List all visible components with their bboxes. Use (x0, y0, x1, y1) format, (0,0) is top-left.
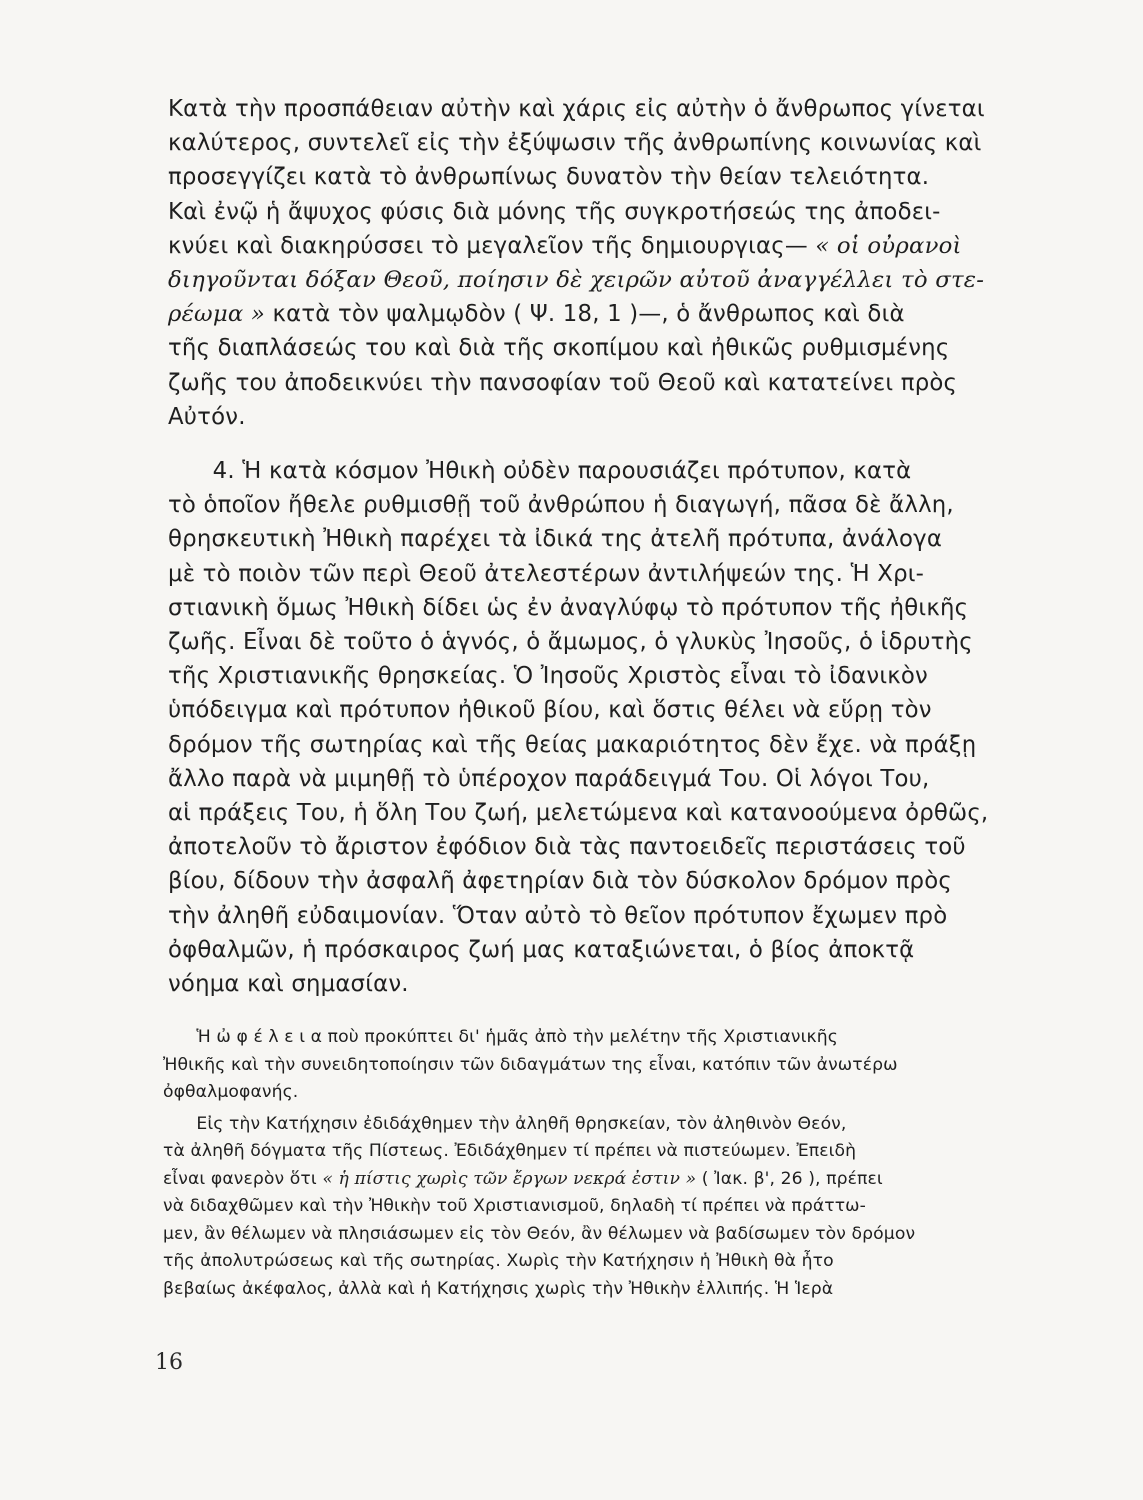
text-segment: ζωῆς. Εἶναι δὲ τοῦτο ὁ ἁγνός, ὁ ἄμωμος, ὁ γλυκὺς Ἰησοῦς, ὁ ἱδρυτὴς (168, 629, 973, 656)
text-segment: τῆς Χριστιανικῆς θρησκείας. Ὁ Ἰησοῦς Χριστὸς εἶναι τὸ ἰδανικὸν (168, 663, 928, 690)
text-segment: Κατὰ τὴν προσπάθειαν αὐτὴν καὶ χάρις εἰς αὐτὴν ὁ ἄνθρωπος γίνεται (168, 96, 985, 122)
text-line (168, 796, 1008, 830)
text-segment: τὴν ἀληθῆ εὐδαιμονίαν. Ὅταν αὐτὸ τὸ θεῖον πρότυπον ἔχωμεν πρὸ (168, 902, 948, 929)
text-segment: μεν, ἂν θέλωμεν νὰ πλησιάσωμεν εἰς τὸν Θεόν, ἂν θέλωμεν νὰ βαδίσωμεν τὸν δρόμον (163, 1223, 916, 1244)
text-line (163, 1052, 1015, 1080)
text-line (163, 1276, 1015, 1304)
text-line (168, 659, 1008, 693)
text-line (168, 864, 1008, 898)
text-segment: κνύει καὶ διακηρύσσει τὸ μεγαλεῖον τῆς δημιουργιας— (168, 232, 816, 259)
italic-quote-segment: « οἱ οὐρανοὶ (815, 232, 962, 259)
text-line (168, 331, 1008, 365)
text-segment: προσεγγίζει κατὰ τὸ ἀνθρωπίνως δυνατὸν τὴν θείαν τελειότητα. (168, 164, 930, 191)
text-segment: ὀφθαλμοφανής. (163, 1082, 299, 1102)
text-line (168, 830, 1008, 864)
text-segment: βεβαίως ἀκέφαλος, ἀλλὰ καὶ ἡ Κατήχησις χωρὶς τὴν Ἠθικὴν ἐλλιπής. Ἡ Ἱερὰ (163, 1278, 834, 1299)
text-segment: εἶναι φανερὸν ὅτι (163, 1168, 323, 1189)
text-segment: τὰ ἀληθῆ δόγματα τῆς Πίστεως. Ἐδιδάχθημεν τί πρέπει νὰ πιστεύωμεν. Ἐπειδὴ (163, 1141, 857, 1161)
text-segment: μὲ τὸ ποιὸν τῶν περὶ Θεοῦ ἀτελεστέρων ἀντιλήψεών της. Ἡ Χρι- (168, 560, 925, 587)
small-print-text (163, 1024, 1015, 1303)
text-segment: ( Ἰακ. β', 26 ), πρέπει (696, 1168, 883, 1189)
text-line (168, 366, 1008, 400)
text-line (163, 1166, 1015, 1194)
text-segment: ὀφθαλμῶν, ἡ πρόσκαιρος ζωή μας καταξιώνεται, ὁ βίος ἀποκτᾷ (168, 936, 915, 963)
text-line (163, 1193, 1015, 1221)
text-line (168, 160, 1008, 194)
text-line (168, 522, 1008, 556)
text-segment: Εἰς τὴν Κατήχησιν ἐδιδάχθημεν τὴν ἀληθῆ θρησκείαν, τὸν ἀληθινὸν Θεόν, (163, 1113, 847, 1134)
italic-quote-segment: ρέωμα » (168, 301, 266, 328)
text-line (168, 400, 1008, 434)
text-segment: νόημα καὶ σημασίαν. (168, 971, 409, 998)
text-line (168, 967, 1008, 1001)
text-line (163, 1221, 1015, 1249)
text-line (168, 454, 1008, 488)
text-segment: τῆς ἀπολυτρώσεως καὶ τῆς σωτηρίας. Χωρὶς τὴν Κατήχησιν ἡ Ἠθικὴ θὰ ἦτο (163, 1251, 834, 1271)
text-line (168, 591, 1008, 625)
text-line (168, 195, 1008, 229)
text-line (168, 126, 1008, 160)
text-line (163, 1138, 1015, 1166)
main-body-text (168, 92, 1008, 1001)
text-line (163, 1024, 1015, 1052)
text-segment: βίου, δίδουν τὴν ἀσφαλῆ ἀφετηρίαν διὰ τὸν δύσκολον δρόμον πρὸς (168, 868, 952, 895)
text-segment: θρησκευτικὴ Ἠθικὴ παρέχει τὰ ἰδικά της ἀτελῆ πρότυπα, ἀνάλογα (168, 526, 943, 553)
text-segment: στιανικὴ ὅμως Ἠθικὴ δίδει ὡς ἐν ἀναγλύφῳ τὸ πρότυπον τῆς ἠθικῆς (168, 594, 969, 621)
text-line (168, 229, 1008, 263)
text-line (168, 92, 1008, 126)
text-line (168, 557, 1008, 591)
page-number: 16 (155, 1350, 183, 1375)
text-line (168, 762, 1008, 796)
text-segment: ἄλλο παρὰ νὰ μιμηθῇ τὸ ὑπέροχον παράδειγμά Του. Οἱ λόγοι Του, (168, 765, 930, 792)
paragraph-gap (168, 434, 1008, 454)
text-segment: τῆς διαπλάσεώς του καὶ διὰ τῆς σκοπίμου καὶ ἠθικῶς ρυθμισμένης (168, 335, 950, 362)
text-line (168, 933, 1008, 967)
text-line (163, 1079, 1015, 1107)
text-line (163, 1111, 1015, 1139)
text-segment: Ἠθικῆς καὶ τὴν συνειδητοποίησιν τῶν διδαγμάτων της εἶναι, κατόπιν τῶν ἀνωτέρω (163, 1054, 898, 1075)
text-line (168, 625, 1008, 659)
text-line (168, 899, 1008, 933)
text-segment: κατὰ τὸν ψαλμῳδὸν ( Ψ. 18, 1 )—, ὁ ἄνθρωπος καὶ διὰ (265, 301, 905, 328)
text-segment: νὰ διδαχθῶμεν καὶ τὴν Ἠθικὴν τοῦ Χριστιανισμοῦ, δηλαδὴ τί πρέπει νὰ πράττω- (163, 1196, 866, 1216)
text-line (168, 693, 1008, 727)
text-segment: ἀποτελοῦν τὸ ἄριστον ἐφόδιον διὰ τὰς παντοειδεῖς περιστάσεις τοῦ (168, 834, 966, 861)
text-segment: καλύτερος, συντελεῖ εἰς τὴν ἐξύψωσιν τῆς ἀνθρωπίνης κοινωνίας καὶ (168, 130, 982, 157)
text-segment: ὑπόδειγμα καὶ πρότυπον ἠθικοῦ βίου, καὶ ὅστις θέλει νὰ εὕρῃ τὸν (168, 697, 932, 724)
italic-quote-segment: « ἡ πίστις χωρὶς τῶν ἔργων νεκρά ἐστιν » (322, 1168, 697, 1189)
text-segment: τὸ ὁποῖον ἤθελε ρυθμισθῇ τοῦ ἀνθρώπου ἡ διαγωγή, πᾶσα δὲ ἄλλη, (168, 492, 954, 519)
text-line (168, 297, 1008, 331)
text-segment: 4. Ἡ κατὰ κόσμον Ἠθικὴ οὐδὲν παρουσιάζει πρότυπον, κατὰ (168, 458, 912, 485)
italic-quote-segment: διηγοῦνται δόξαν Θεοῦ, ποίησιν δὲ χειρῶν αὐτοῦ ἀναγγέλλει τὸ στε- (168, 267, 985, 294)
text-line (163, 1248, 1015, 1276)
text-segment: Αὐτόν. (168, 403, 246, 430)
text-segment: αἱ πράξεις Του, ἡ ὅλη Του ζωή, μελετώμενα καὶ κατανοούμενα ὀρθῶς, (168, 800, 989, 827)
text-line (168, 488, 1008, 522)
text-segment: ζωῆς του ἀποδεικνύει τὴν πανσοφίαν τοῦ Θεοῦ καὶ κατατείνει πρὸς (168, 369, 958, 396)
text-segment: δρόμον τῆς σωτηρίας καὶ τῆς θείας μακαριότητος δὲν ἔχε. νὰ πράξῃ (168, 731, 977, 758)
text-segment: Καὶ ἐνῷ ἡ ἄψυχος φύσις διὰ μόνης τῆς συγκροτήσεώς της ἀποδει- (168, 198, 941, 225)
text-line (168, 728, 1008, 762)
text-segment: Ἡ ὠ φ έ λ ε ι α ποὺ προκύπτει δι' ἡμᾶς ἀπὸ τὴν μελέτην τῆς Χριστιανικῆς (163, 1027, 838, 1047)
text-line (168, 263, 1008, 297)
